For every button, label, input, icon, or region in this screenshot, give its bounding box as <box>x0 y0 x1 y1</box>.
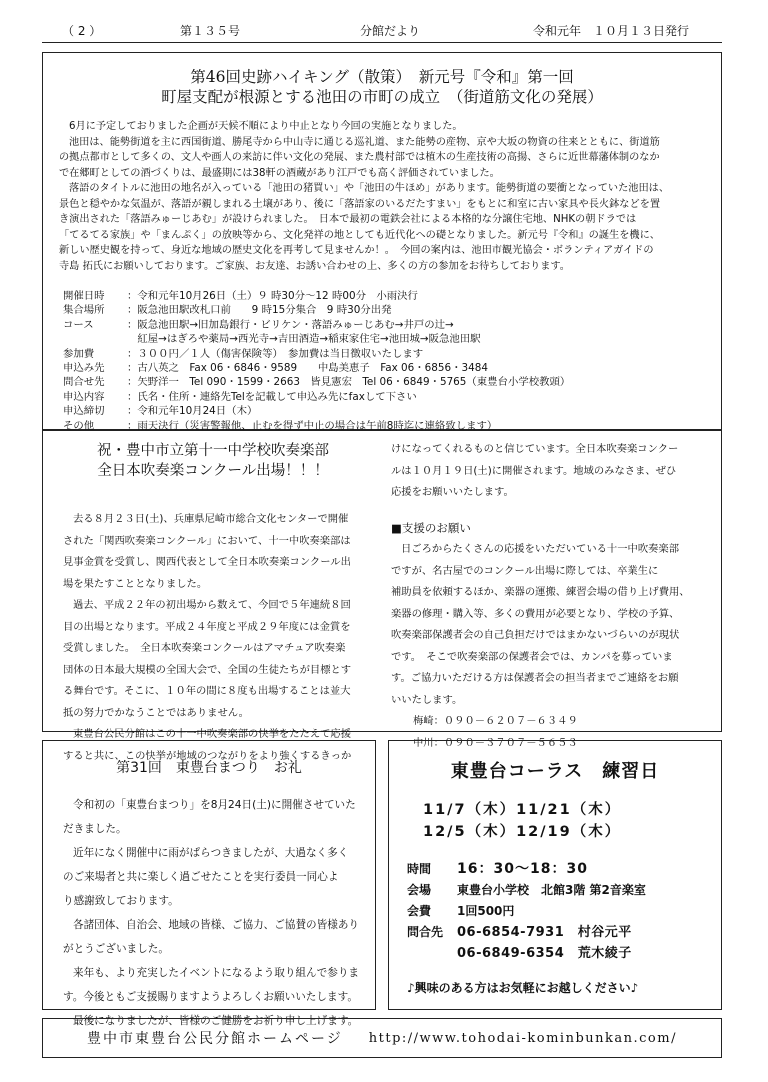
band-line: 東豊台公民分館はこの十一中吹奏楽部の快挙をたたえて応援 <box>73 728 352 740</box>
detail-value: ：阪急池田駅改札口前 9 時15分集合 9 時30分出発 <box>127 304 392 317</box>
chorus-info-value: 06-6849-6354 荒木綾子 <box>457 946 632 961</box>
issue-date: 令和元年 １０月１３日発行 <box>533 24 690 38</box>
festival-line: 来年も、より充実したイベントになるよう取り組んで参りま <box>73 967 360 979</box>
detail-row <box>63 332 570 346</box>
festival-line: がとうございました。 <box>63 943 169 955</box>
chorus-footer-note: ♪興味のある方はお気軽にお越しください♪ <box>407 981 639 995</box>
support-line: 吹奏楽部保護者会の自己負担だけではまかないづらいのが現状 <box>391 629 680 641</box>
support-heading: ■支援のお願い <box>391 520 471 535</box>
chorus-info-value: 東豊台小学校 北館3階 第2音楽室 <box>457 883 646 897</box>
detail-key: 開催日時 <box>63 290 105 302</box>
detail-key: 申込み先 <box>63 362 105 375</box>
detail-row <box>63 303 570 317</box>
detail-key: 集合場所 <box>63 304 105 317</box>
detail-row <box>63 289 570 303</box>
chorus-dates <box>423 799 621 843</box>
band-line: 去る８月２３日(土)、兵庫県尼崎市総合文化センターで開催 <box>73 513 349 525</box>
hiking-title <box>43 67 721 107</box>
hiking-article <box>42 52 722 430</box>
detail-key: その他 <box>63 419 95 432</box>
homepage-banner <box>42 1018 722 1058</box>
band-right-body <box>391 439 690 754</box>
band-line: 目の出場となります。平成２４年度と平成２９年度には金賞を <box>63 620 351 633</box>
chorus-info-row <box>407 922 646 943</box>
hiking-para: 寺島 拓氏にお願いしております。ご家族、お友達、お誘い合わせの上、多くの方の参加をお待ちしております。 <box>59 260 570 272</box>
detail-row <box>63 375 570 389</box>
band-line: 過去、平成２２年の初出場から数えて、今回で５年連続８回 <box>73 599 351 611</box>
festival-line: 令和初の「東豊台まつり」を8月24日(土)に開催させていた <box>73 799 356 811</box>
detail-row <box>63 347 570 361</box>
chorus-info-value: 06-6854-7931 村谷元平 <box>457 925 632 940</box>
detail-value: ：雨天決行（災害警報他、止むを得ず中止の場合は午前8時迄に連絡致します） <box>127 419 498 432</box>
header-rule <box>42 42 722 43</box>
hiking-para: 6月に予定しておりました企画が天候不順により中止となり今回の実施となりました。 <box>69 121 463 132</box>
detail-value: ：令和元年10月24日（木） <box>127 405 258 418</box>
band-line: 受賞しました。 全日本吹奏楽コンクールはアマチュア吹奏楽 <box>63 642 346 654</box>
festival-line: す。今後ともご支援賜りますようよろしくお願いいたします。 <box>63 991 358 1003</box>
chorus-info-key: 問合先 <box>407 925 444 939</box>
festival-line: 近年になく開催中に雨がぱらつきましたが、大過なく多く <box>73 847 349 859</box>
chorus-info-row <box>407 859 646 880</box>
homepage-label: 豊中市東豊台公民分館ホームページ <box>87 1031 343 1047</box>
detail-key: コース <box>63 318 94 331</box>
detail-key: 参加費 <box>63 347 95 360</box>
festival-line: り感謝致しております。 <box>63 895 179 907</box>
band-title-line2: 全日本吹奏楽コンクール出場！！！ <box>97 463 329 479</box>
issue-number: 第１３５号 <box>180 24 241 38</box>
chorus-info-key: 時間 <box>407 862 432 876</box>
band-line: 場を果たすこととなりました。 <box>63 577 208 590</box>
band-line: すると共に、この快挙が地域のつながりをより強くするきっか <box>63 749 352 762</box>
support-line: 日ごろからたくさんの応援をいただいている十一中吹奏楽部 <box>401 543 680 555</box>
chorus-info <box>407 859 646 964</box>
support-contact: 梅崎：０９０－６２０７－６３４９ <box>413 715 578 727</box>
band-left-body <box>63 509 351 767</box>
chorus-info-value: 1回500円 <box>457 904 515 918</box>
detail-value: 紅屋→はぎろや薬局→西光寺→吉田酒造→稲束家住宅→池田城→阪急池田駅 <box>127 333 481 346</box>
band-line: 抵の努力でかなうことではありません。 <box>63 706 249 719</box>
hiking-para: 落語のタイトルに池田の地名が入っている「池田の猪買い」や「池田の牛ほめ」があります。能勢街道の要衝となっていた池田は、 <box>69 183 670 194</box>
detail-value: ：古八英之 Fax 06・6846・9589 中島美恵子 Fax 06・6856・3484 <box>127 362 488 375</box>
band-title-line1: 祝・豊中市立第十一中学校吹奏楽部 <box>97 443 329 459</box>
detail-value: ：矢野洋一 Tel 090・1599・2663 皆見憲宏 Tel 06・6849・5765（東豊台小学校教頭） <box>127 376 571 389</box>
chorus-info-value: 16：30～18：30 <box>457 861 588 877</box>
support-line: です。 そこで吹奏楽部の保護者会では、カンパを募っていま <box>391 650 673 663</box>
support-line: ですが、名古屋でのコンクール出場に際しては、卒業生に <box>391 564 659 577</box>
hiking-para: で在郷町としての酒づくりは、最盛期には38軒の酒蔵があり江戸でも高く評価されていました。 <box>59 167 500 179</box>
hiking-details <box>63 289 570 433</box>
detail-key: 申込締切 <box>63 405 105 418</box>
support-contact: 中川：０９０－３７０７－５６５３ <box>413 736 578 749</box>
band-line: 見事金賞を受賞し、関西代表として全日本吹奏楽コンクール出 <box>63 556 351 568</box>
chorus-info-row <box>407 880 646 901</box>
detail-key <box>63 332 127 346</box>
hiking-para: き演出された「落語みゅーじあむ」が設けられました。 日本で最初の電鉄会社による本格的な分譲住宅地、NHKの朝ドラでは <box>59 214 637 225</box>
detail-key: 問合せ先 <box>63 376 105 389</box>
detail-value: ：３００円／１人（傷害保険等） 参加費は当日徴収いたします <box>127 347 424 360</box>
homepage-url[interactable]: http://www.tohodai-kominbunkan.com/ <box>368 1030 677 1046</box>
festival-body <box>63 793 359 1033</box>
detail-row <box>63 390 570 404</box>
band-article <box>42 430 722 762</box>
band-title <box>43 441 383 481</box>
support-line: 補助員を依頼するほか、楽器の運搬、練習会場の借り上げ費用、 <box>391 586 690 598</box>
support-line: す。ご協力いただける方は保護者会の担当者までご連絡をお願 <box>391 672 679 684</box>
hiking-para: の拠点都市として多くの、文人や画人の来訪に伴い文化の発展、また農村部では植木の生産技術の高揚、さらに近世幕藩体制のなか <box>59 152 660 163</box>
hiking-title-line1: 第46回史跡ハイキング（散策） 新元号『令和』第一回 <box>190 68 574 86</box>
newsletter-name: 分館だより <box>360 24 421 38</box>
hiking-para: 新しい歴史観を持って、身近な地域の歴史文化を再考して見ませんか！。 今回の案内は、池田市観光協会・ボランティアガイドの <box>59 245 654 256</box>
chorus-title: 東豊台コーラス 練習日 <box>450 761 660 782</box>
homepage-banner-content <box>43 1019 721 1057</box>
festival-line: 各諸団体、自治会、地域の皆様、ご協力、ご協賛の皆様あり <box>73 919 360 931</box>
chorus-info-key <box>407 943 457 964</box>
detail-row <box>63 404 570 418</box>
festival-line: 最後になりましたが、皆様のご健勝をお祈り申し上げます。 <box>73 1015 359 1027</box>
band-line: けになってくれるものと信じています。全日本吹奏楽コンクー <box>391 443 679 455</box>
chorus-info-row <box>407 943 646 964</box>
band-line: 団体の日本最大規模の全国大会で、全国の生徒たちが目標とす <box>63 663 352 676</box>
hiking-para: 池田は、能勢街道を主に西国街道、勝尾寺から中山寺に通じる巡礼道、また能勢の産物、京や大坂の物資の往来とともに、街道筋 <box>69 136 660 148</box>
hiking-body <box>59 119 669 274</box>
festival-line: のご来場者と共に楽しく過ごせたことを実行委員一同心よ <box>63 871 339 883</box>
chorus-info-row <box>407 901 646 922</box>
festival-title: 第31回 東豊台まつり お礼 <box>116 760 302 776</box>
hiking-para: 景色と穏やかな気温が、落語が親しまれる土壌があり、後に「落語家のいるだたすまい」をもとに和室に古い家具や長火鉢などを置 <box>59 198 661 210</box>
detail-value: ：阪急池田駅→旧加島銀行・ビリケン・落語みゅーじあむ→井戸の辻→ <box>127 318 454 331</box>
festival-line: だきました。 <box>63 823 127 835</box>
band-line: 応援をお願いいたします。 <box>391 486 514 498</box>
detail-value: ：令和元年10月26日（土）９ 時30分～12 時00分 小雨決行 <box>127 290 418 302</box>
page-number: （ 2 ） <box>62 24 102 38</box>
detail-value: ：氏名・住所・連絡先Telを記載して申込み先にfaxして下さい <box>127 390 417 403</box>
support-line: 楽器の修理・購入等、多くの費用が必要となり、学校の予算、 <box>391 607 680 620</box>
chorus-info-key: 会場 <box>407 883 432 897</box>
band-line: ルは１０月１９日(土)に開催されます。地域のみなさま、ぜひ <box>391 464 677 477</box>
band-line: る舞台です。そこに、１０年の間に８度も出場することは並大 <box>63 685 351 697</box>
chorus-dates-line1: 11/7（木）11/21（木） <box>423 802 622 818</box>
hiking-title-line2: 町屋支配が根源とする池田の市町の成立 （街道筋文化の発展） <box>161 88 603 106</box>
festival-article <box>42 740 376 1027</box>
chorus-article <box>388 740 722 1010</box>
band-line: された「関西吹奏楽コンクール」において、十一中吹奏楽部は <box>63 534 351 547</box>
hiking-para: 「てるてる家族」や「まんぷく」の放映等から、文化発祥の地としても近代化への礎となりました。新元号『令和』の誕生を機に、 <box>59 229 660 241</box>
detail-row <box>63 361 570 375</box>
detail-key: 申込内容 <box>63 390 105 403</box>
chorus-info-key: 会費 <box>407 904 432 918</box>
chorus-dates-line2: 12/5（木）12/19（木） <box>423 824 622 840</box>
support-line: いいたします。 <box>391 693 463 706</box>
detail-row <box>63 318 570 332</box>
